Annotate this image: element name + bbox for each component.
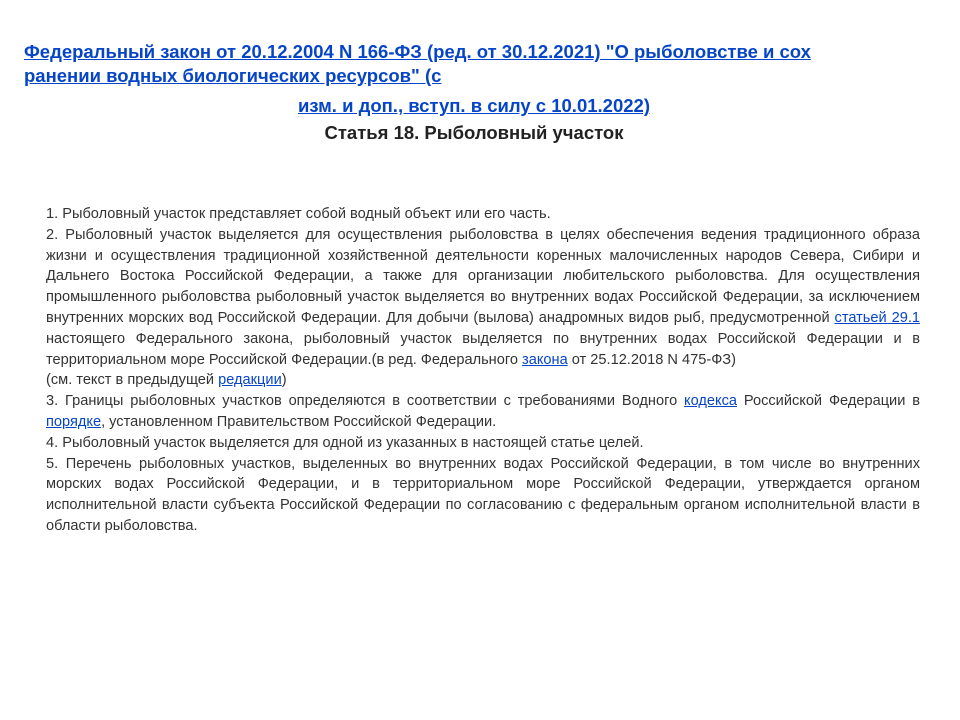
law-title-link-line-3[interactable]: изм. и доп., вступ. в силу с 10.01.2022)	[298, 95, 650, 116]
paragraph-3-text-b: Российской Федерации в	[737, 393, 920, 410]
previous-edition-link[interactable]: редакции	[218, 372, 282, 389]
paragraph-2-text-b: настоящего Федерального закона, рыболовный участок выделяется по внутренних водах Российской Федерации и в территориальном море Российской Федерации.(в ред. Федерального	[46, 330, 920, 368]
law-title-link-block	[24, 40, 924, 118]
article-29-1-link[interactable]: статьей 29.1	[834, 309, 920, 326]
federal-law-link[interactable]: закона	[522, 351, 568, 368]
water-code-link[interactable]: кодекса	[684, 393, 737, 410]
note-text-b: )	[281, 372, 287, 389]
paragraph-2	[46, 225, 920, 371]
law-title-link-line-2[interactable]: ранении водных биологических ресурсов" (с	[24, 65, 442, 86]
paragraph-3-text-c: , установленном Правительством Российской Федерации.	[101, 413, 497, 430]
procedure-link[interactable]: порядке	[46, 413, 102, 430]
paragraph-3-text-a: 3. Границы рыболовных участков определяются в соответствии с требованиями Водного	[46, 393, 685, 410]
paragraph-2-text-c: от 25.12.2018 N 475-ФЗ)	[567, 351, 736, 368]
law-title-link-line-1[interactable]: Федеральный закон от 20.12.2004 N 166-ФЗ (ред. от 30.12.2021) "О рыболовстве и сох	[24, 41, 811, 62]
previous-edition-note	[46, 370, 920, 391]
paragraph-1: 1. Рыболовный участок представляет собой водный объект или его часть.	[46, 206, 551, 222]
article-body	[46, 204, 920, 537]
note-text-a: (см. текст в предыдущей	[46, 372, 219, 389]
paragraph-5: 5. Перечень рыболовных участков, выделенных во внутренних водах Российской Федерации, в том числе во внутренних морских водах Российской Федерации, и в территориальном море Российской Федерации, утверждается органом исполнительной власти субъекта Российской Федерации по согласованию с федеральным органом исполнительной власти в области рыболовства.	[46, 455, 920, 534]
paragraph-4: 4. Рыболовный участок выделяется для одной из указанных в настоящей статье целей.	[46, 434, 644, 451]
paragraph-3	[46, 391, 920, 433]
article-title: Статья 18. Рыболовный участок	[324, 122, 624, 143]
paragraph-2-text-a: 2. Рыболовный участок выделяется для осуществления рыболовства в целях обеспечения ведения традиционного образа жизни и осуществления традиционной хозяйственной деятельности коренных малочисленных народов Севера, Сибири и Дальнего Востока Российской Федерации, а также для организации любительского рыболовства. Для осуществления промышленного рыболовства рыболовный участок выделяется во внутренних водах Российской Федерации, за исключением внутренних морских вод Российской Федерации. Для добычи (вылова) анадромных видов рыб, предусмотренной	[46, 226, 920, 326]
